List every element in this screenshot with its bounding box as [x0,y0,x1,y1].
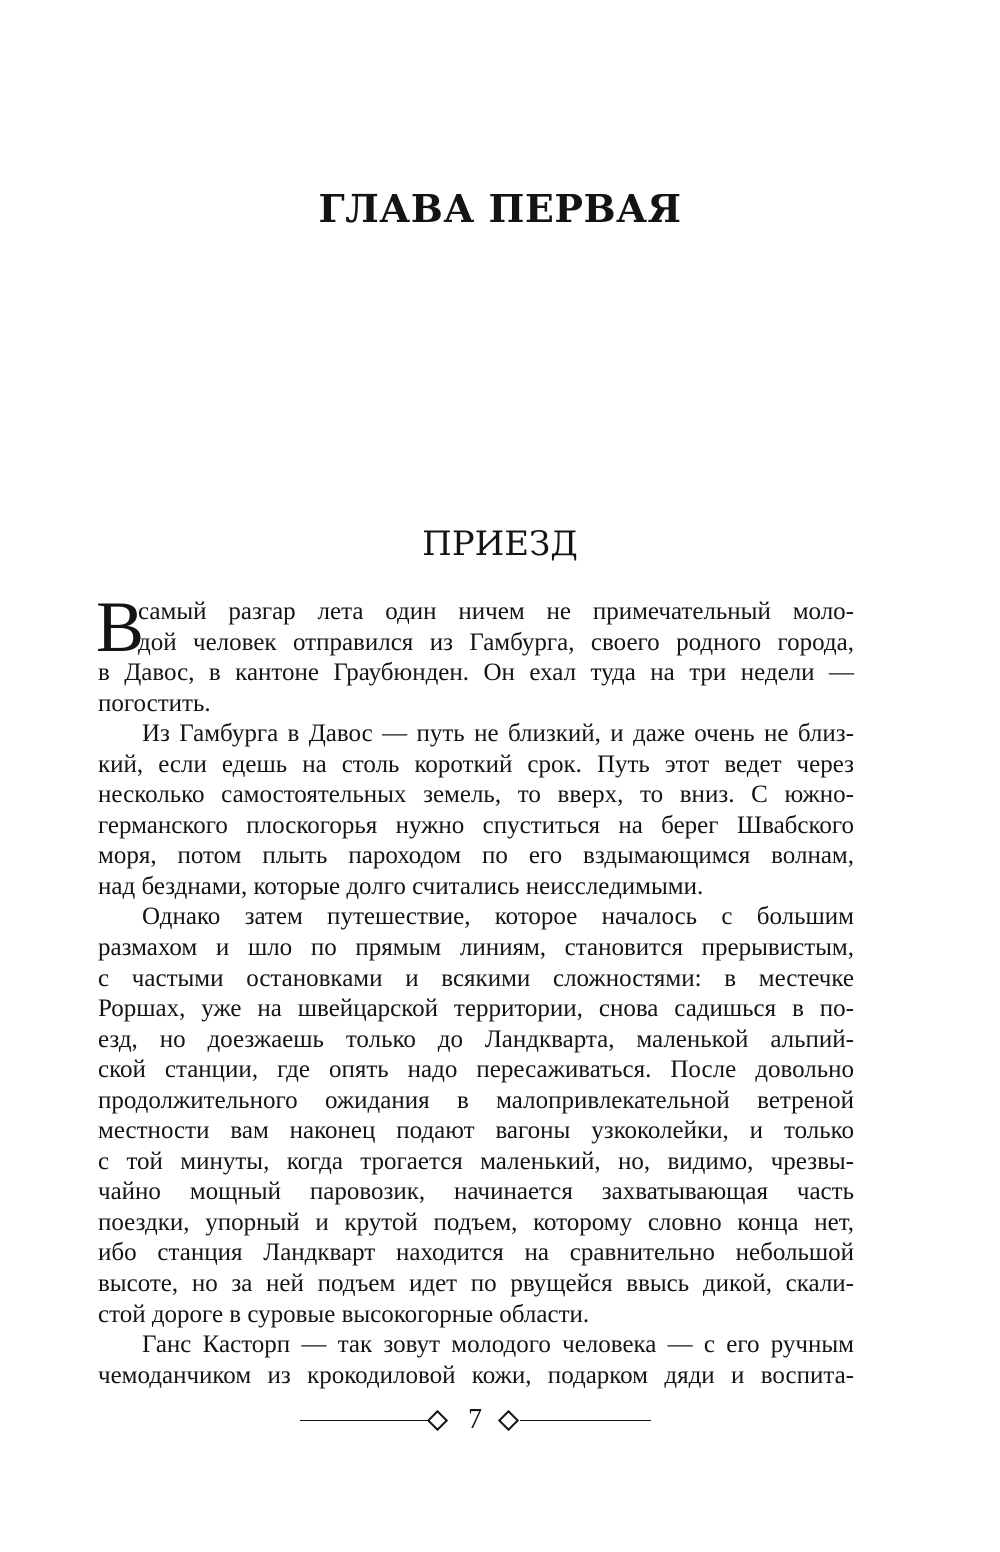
text-line: местности вам наконец подают вагоны узкоколейки, и только [98,1117,854,1145]
diamond-ornament-icon [498,1410,519,1431]
chapter-title: ГЛАВА ПЕРВАЯ [318,186,682,231]
text-line: с частыми остановками и всякими сложностями: в местечке [98,964,854,992]
footer-rule-right [520,1420,651,1421]
text-line: кий, если едешь на столь короткий срок. Путь этот ведет через [98,750,854,778]
text-line: ской станции, где опять надо пересаживаться. После довольно [98,1056,854,1084]
text-line: моря, потом плыть пароходом по его вздымающимся волнам, [98,842,854,870]
diamond-ornament-icon [427,1410,448,1431]
text-line: поездки, упорный и крутой подъем, которому словно конца нет, [98,1208,854,1236]
text-line: в Давос, в кантоне Граубюнден. Он ехал туда на три недели — [98,659,854,687]
drop-cap: В [96,587,145,667]
text-line: высоте, но за ней подъем идет по рвущейся ввысь дикой, скали- [98,1270,854,1298]
text-line: чайно мощный паровозик, начинается захватывающая часть [98,1178,854,1206]
text-line: размахом и шло по прямым линиям, становится прерывистым, [98,934,854,962]
page-number: 7 [468,1404,482,1435]
text-line: стой дороге в суровые высокогорные области. [98,1300,590,1328]
text-line: ибо станция Ландкварт находится на сравнительно небольшой [98,1239,854,1267]
text-line: чемоданчиком из крокодиловой кожи, подарком дяди и воспита- [98,1361,854,1389]
text-line: Однако затем путешествие, которое началось с большим [142,903,854,931]
page-footer [0,1402,1000,1442]
text-line: Из Гамбурга в Давос — путь не близкий, и даже очень не близ- [142,720,854,748]
section-title: ПРИЕЗД [422,524,578,564]
text-line: германского плоскогорья нужно спуститься на берег Швабского [98,811,854,839]
text-line: продолжительного ожидания в малопривлекательной ветреной [98,1086,854,1114]
text-line: Роршах, уже на швейцарской территории, снова садишься в по- [98,995,854,1023]
first-paragraph-start [96,587,854,667]
footer-rule-left [300,1420,428,1421]
text-line: с той минуты, когда трогается маленький, но, видимо, чрезвы- [98,1147,854,1175]
body-text [96,587,854,1391]
text-line: несколько самостоятельных земель, то вверх, то вниз. С южно- [98,781,854,809]
text-line: над безднами, которые долго считались неисследимыми. [98,872,704,900]
text-line: дой человек отправился из Гамбурга, своего родного города, [138,628,854,656]
text-line: погостить. [98,689,211,717]
text-line: Ганс Касторп — так зовут молодого человека — с его ручным [142,1331,854,1359]
text-line: езд, но доезжаешь только до Ландкварта, маленькой альпий- [98,1025,854,1053]
text-line: самый разгар лета один ничем не примечательный моло- [138,598,854,625]
